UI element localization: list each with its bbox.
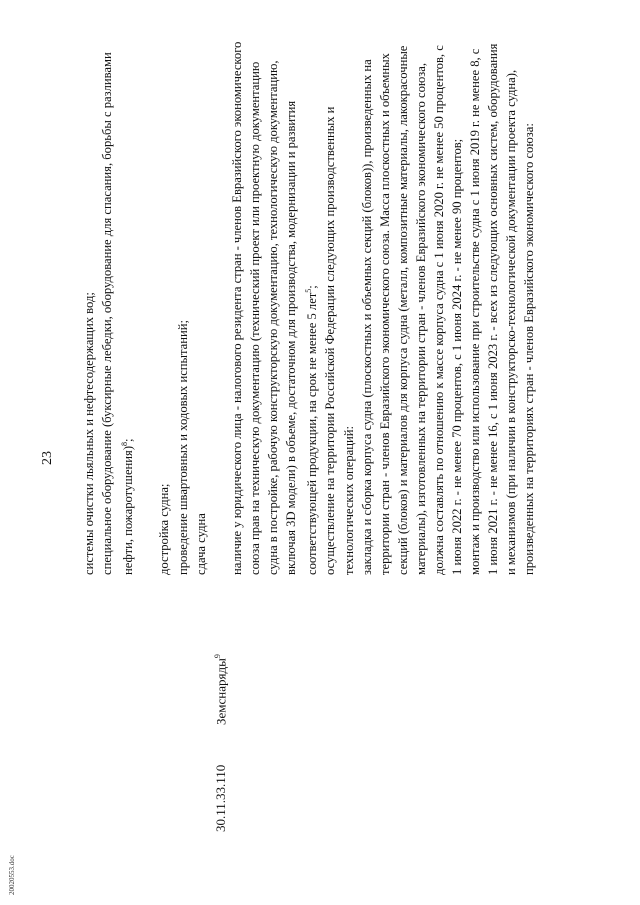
paragraph <box>228 40 322 575</box>
footnote-mark: 5 <box>304 288 314 293</box>
paragraph: сдача судна <box>193 513 208 575</box>
spacer <box>137 40 155 575</box>
spacer <box>210 40 228 575</box>
product-code: 30.11.33.110 <box>213 764 228 832</box>
paragraph: проведение швартовных и ходовых испытаний; <box>175 320 190 575</box>
paragraph: достройка судна; <box>157 483 172 575</box>
product-name-text: Земснаряды <box>213 658 229 725</box>
product-footnote-mark: 9 <box>213 654 222 659</box>
product-name <box>213 654 229 725</box>
requirements-text <box>80 40 539 575</box>
operations-block <box>155 40 209 575</box>
paragraph: закладка и сборка корпуса судна (плоскостных и объемных секций (блоков)), произведенных на территории стран - членов Евразийского экономического союза. Масса плоскостных и объемных секций (блоков) и материалов для корпуса судна (металл, композитные материалы, лакокрасочные материалы), изготовленных на территории стран - членов Евразийского экономического союза, должна составлять по отношению к массе корпуса судна с 1 июня 2020 г. не менее 50 процентов, с 1 июня 2022 г. - не менее 70 процентов, с 1 июня 2024 г. - не менее 90 процентов; <box>359 45 465 575</box>
paragraph: осуществление на территории Российской Федерации следующих производственных и технологических операций: <box>323 106 356 575</box>
document-file-code: 20020553.doc <box>8 855 16 895</box>
paragraph: системы очистки льяльных и нефтесодержащих вод; <box>82 292 96 575</box>
paragraph: монтаж и производство или использование при строительстве судна с 1 июня 2019 г. не менее 8, с 1 июня 2021 г. - не менее 16, с 1 июня 2023 г. - всех из следующих основных систем, оборудования и механизмов (при наличии в конструкторско-технологической документации проекта судна), произведенных на территориях стран - членов Евразийского экономического союза: <box>468 43 537 575</box>
equipment-list-block <box>80 40 137 575</box>
footnote-mark: 8 <box>120 441 130 446</box>
paragraph <box>98 40 137 575</box>
paragraph-text: специальное оборудование (буксирные лебедки, оборудование для спасания, борьбы с разливами нефти, пожаротушения) <box>100 52 136 575</box>
page-number: 23 <box>40 451 55 465</box>
dredger-requirements-block <box>228 40 539 575</box>
paragraph-end: ; <box>305 285 320 289</box>
paragraph-text: наличие у юридического лица - налогового резидента стран - членов Евразийского экономического союза прав на техническую документацию (технический проект или проектную документацию судна в постройке, рабочую конструкторскую документацию, технологическую документацию, включая 3D модели) в объеме, достаточном для производства, модернизации и развития соответствующей продукции, на срок не менее 5 лет <box>229 41 320 575</box>
paragraph-end: ; <box>121 438 136 442</box>
